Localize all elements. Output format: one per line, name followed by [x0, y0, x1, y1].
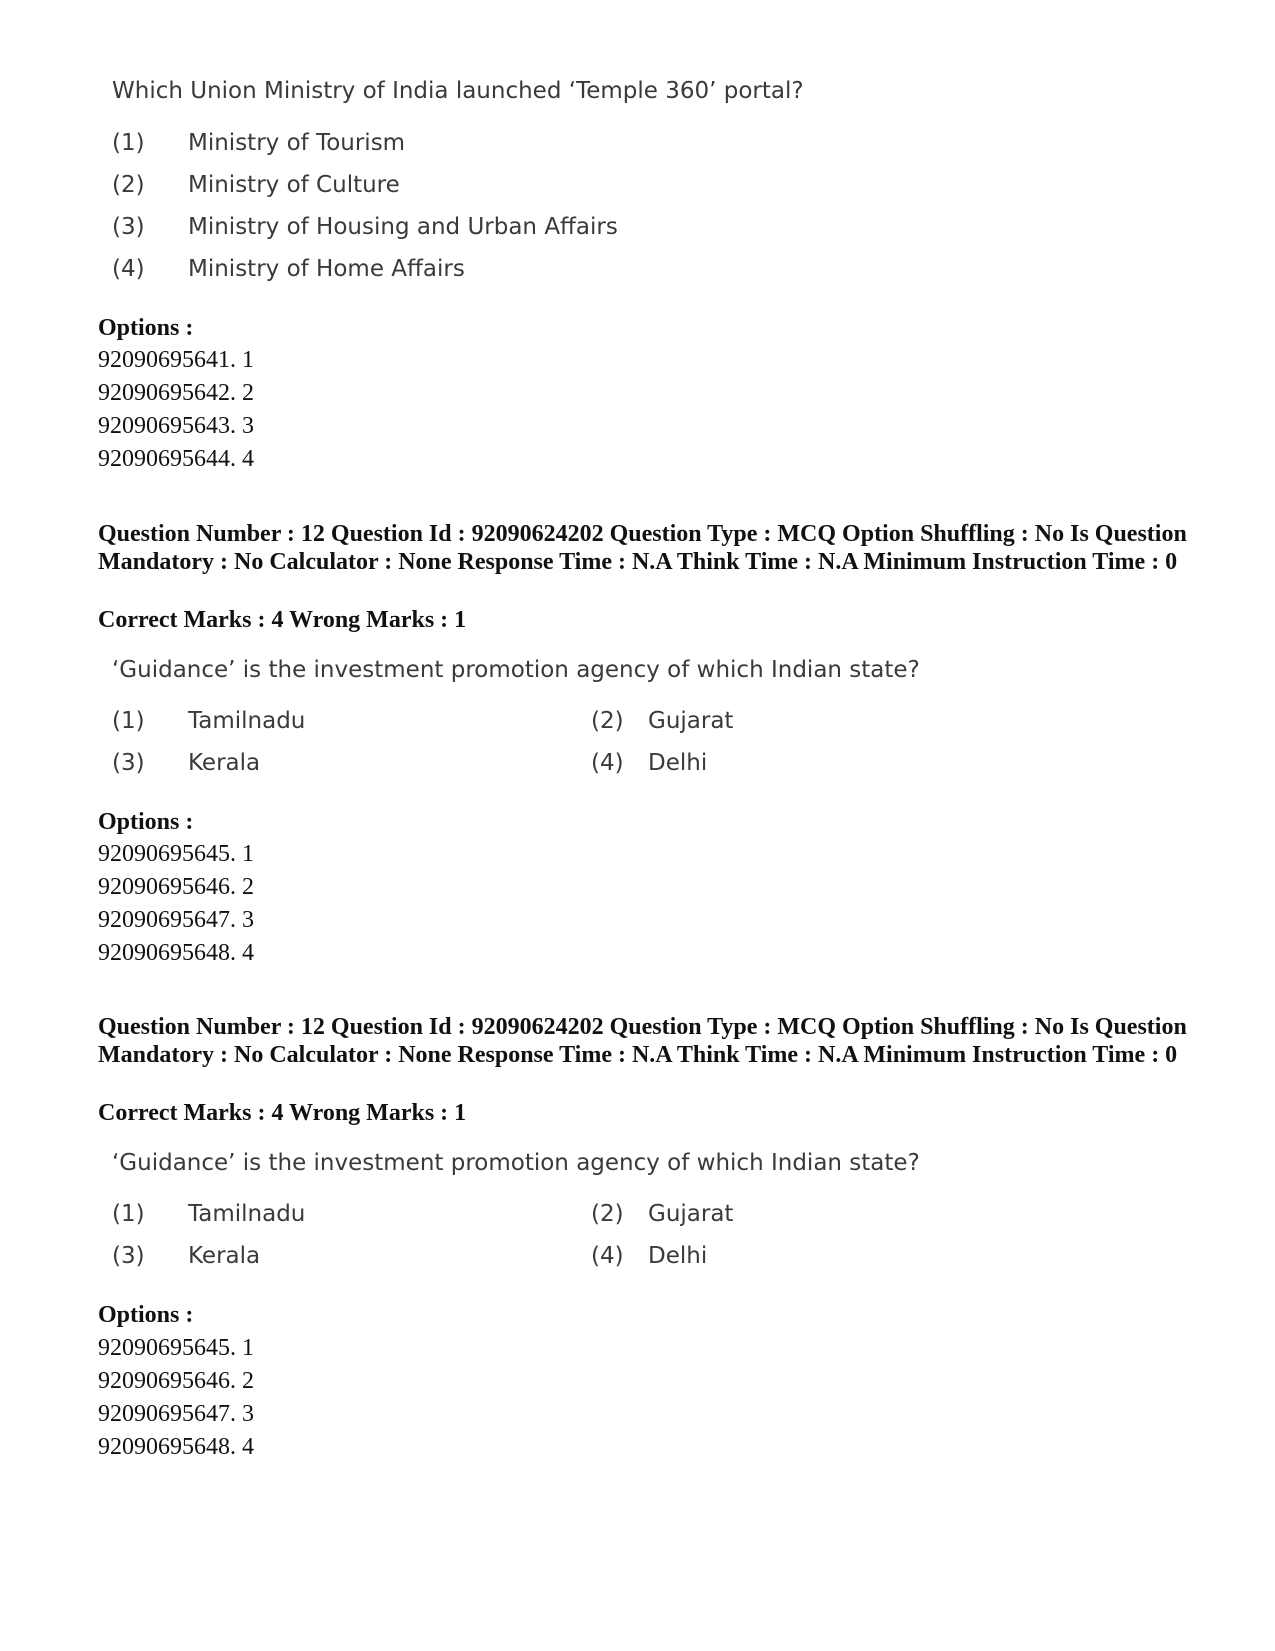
choice-number: (2) — [112, 172, 145, 198]
option-id-line: 92090695644. 4 — [98, 446, 254, 472]
choice-text: Tamilnadu — [188, 1201, 306, 1227]
choice-item — [591, 708, 733, 734]
choice-number: (3) — [112, 1243, 145, 1269]
option-id-line: 92090695641. 1 — [98, 347, 254, 373]
choice-number: (2) — [591, 708, 624, 734]
choice-number: (3) — [112, 214, 145, 240]
question-text: ‘Guidance’ is the investment promotion agency of which Indian state? — [112, 657, 920, 683]
option-id-line: 92090695643. 3 — [98, 413, 254, 439]
question-metadata: Question Number : 12 Question Id : 92090624202 Question Type : MCQ Option Shuffling : No Is Question Mandatory : No Calculator : None Response Time : N.A Think Time : N.A Minimum Instruction Time : 0 — [98, 1014, 1187, 1068]
choice-text: Ministry of Housing and Urban Affairs — [188, 214, 618, 240]
choice-number: (4) — [591, 1243, 624, 1269]
option-id-line: 92090695642. 2 — [98, 380, 254, 406]
choice-item — [112, 1243, 260, 1269]
choice-text: Kerala — [188, 750, 261, 776]
choice-item — [112, 1201, 305, 1227]
option-id-line: 92090695645. 1 — [98, 841, 254, 867]
choice-item — [112, 708, 305, 734]
option-id-line: 92090695647. 3 — [98, 907, 254, 933]
option-id-line: 92090695645. 1 — [98, 1335, 254, 1361]
choice-item — [112, 130, 405, 156]
option-id-line: 92090695647. 3 — [98, 1401, 254, 1427]
choice-number: (4) — [112, 256, 145, 282]
choice-item — [112, 214, 618, 240]
choice-number: (1) — [112, 1201, 145, 1227]
choice-text: Gujarat — [648, 708, 734, 734]
question-text: Which Union Ministry of India launched ‘Temple 360’ portal? — [112, 78, 804, 104]
option-id-line: 92090695646. 2 — [98, 1368, 254, 1394]
marks-line: Correct Marks : 4 Wrong Marks : 1 — [98, 1100, 467, 1126]
choice-item — [591, 750, 707, 776]
choice-item — [112, 750, 260, 776]
choice-number: (2) — [591, 1201, 624, 1227]
choice-number: (1) — [112, 708, 145, 734]
choice-text: Kerala — [188, 1243, 261, 1269]
choice-text: Ministry of Home Affairs — [188, 256, 465, 282]
options-heading: Options : — [98, 315, 194, 341]
marks-line: Correct Marks : 4 Wrong Marks : 1 — [98, 607, 467, 633]
option-id-line: 92090695648. 4 — [98, 1434, 254, 1460]
choice-number: (3) — [112, 750, 145, 776]
question-text: ‘Guidance’ is the investment promotion agency of which Indian state? — [112, 1150, 920, 1176]
question-metadata: Question Number : 12 Question Id : 92090624202 Question Type : MCQ Option Shuffling : No Is Question Mandatory : No Calculator : None Response Time : N.A Think Time : N.A Minimum Instruction Time : 0 — [98, 521, 1187, 575]
choice-number: (4) — [591, 750, 624, 776]
choice-text: Delhi — [648, 1243, 708, 1269]
choice-item — [591, 1243, 707, 1269]
options-heading: Options : — [98, 809, 194, 835]
choice-item — [112, 256, 465, 282]
choice-text: Delhi — [648, 750, 708, 776]
choice-text: Tamilnadu — [188, 708, 306, 734]
choice-item — [591, 1201, 733, 1227]
choice-item — [112, 172, 400, 198]
choice-text: Ministry of Culture — [188, 172, 400, 198]
option-id-line: 92090695648. 4 — [98, 940, 254, 966]
choice-number: (1) — [112, 130, 145, 156]
choice-text: Ministry of Tourism — [188, 130, 406, 156]
choice-text: Gujarat — [648, 1201, 734, 1227]
options-heading: Options : — [98, 1302, 194, 1328]
option-id-line: 92090695646. 2 — [98, 874, 254, 900]
